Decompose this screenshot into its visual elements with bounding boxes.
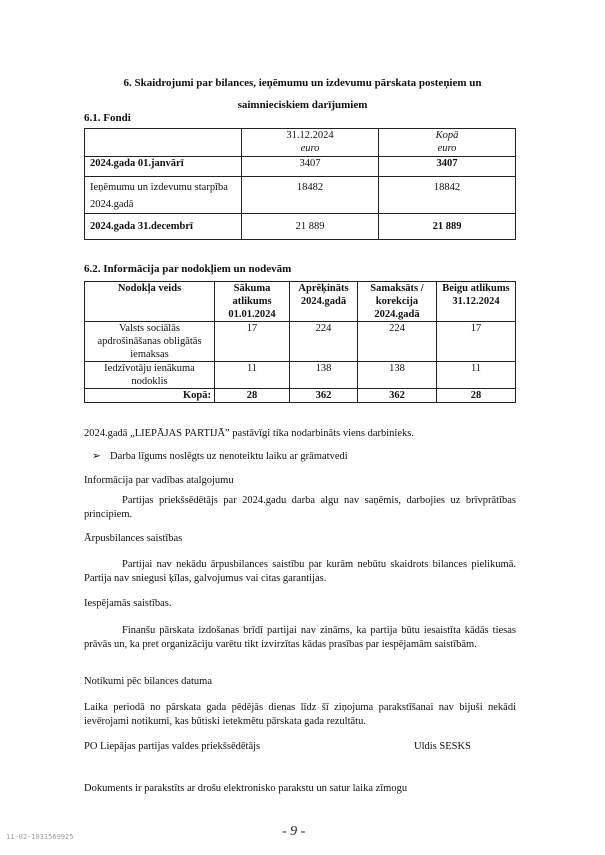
fondi-row-label: 2024.gada 31.decembrī (85, 214, 242, 240)
bullet-arrow-icon: ➢ (92, 451, 101, 462)
fondi-table (84, 128, 516, 240)
tax-total-cell: 28 (437, 389, 516, 403)
heading-line-1: 6. Skaidrojumi par bilances, ieņēmumu un izdevumu pārskata posteņiem un (123, 77, 482, 89)
tax-header-row (85, 282, 516, 322)
section-6-2-title: 6.2. Informācija par nodokļiem un nodevām (84, 263, 292, 275)
tax-cell: 17 (215, 322, 290, 362)
table-row (85, 214, 516, 240)
tax-row-label: Valsts sociālās apdrošināšanas obligātās iemaksas (85, 322, 215, 362)
fondi-col2-label: Kopā (435, 130, 459, 141)
tax-total-cell: 362 (358, 389, 437, 403)
fondi-row-label: Ieņēmumu un izdevumu starpība 2024.gadā (85, 177, 242, 214)
tax-cell: 17 (437, 322, 516, 362)
tax-total-cell: 362 (290, 389, 358, 403)
fondi-header-col1 (242, 129, 379, 157)
table-row (85, 157, 516, 177)
fondi-col1-label: 31.12.2024 (286, 130, 334, 141)
tax-table (84, 281, 516, 403)
remuneration-body: Partijas priekšsēdētājs par 2024.gadu darba algu nav saņēmis, darbojies uz brīvprātības principiem. (84, 495, 516, 520)
tax-row-label: Iedzīvotāju ienākuma nodoklis (85, 362, 215, 389)
tax-header-cell: Aprēķināts 2024.gadā (290, 282, 358, 322)
tax-total-cell: 28 (215, 389, 290, 403)
tax-header-cell: Nodokļa veids (85, 282, 215, 322)
page-number: - 9 - (282, 824, 306, 839)
events-body: Laika periodā no pārskata gada pēdējās dienas līdz šī ziņojuma parakstīšanai nav bijuši nekādi ievērojami notikumi, kas būtiski ietekmētu pārskata gada rezultātu. (84, 702, 516, 727)
tax-header-cell: Sākuma atlikums 01.01.2024 (215, 282, 290, 322)
fondi-cell: 3407 (379, 157, 516, 177)
fondi-col2-unit: euro (437, 143, 457, 154)
fondi-row-label: 2024.gada 01.janvārī (85, 157, 242, 177)
events-title: Notikumi pēc bilances datuma (84, 676, 213, 687)
tax-total-row (85, 389, 516, 403)
off-balance-body: Partijai nav nekādu ārpusbilances saistību par kurām nebūtu skaidrots bilances pielikumā. Partija nav sniegusi ķīlas, galvojumus vai citas garantijas. (84, 559, 516, 584)
table-row (85, 177, 516, 214)
tax-cell: 138 (358, 362, 437, 389)
tax-cell: 11 (215, 362, 290, 389)
fondi-header-row (85, 129, 516, 157)
employee-note: 2024.gadā „LIEPĀJAS PARTIJĀ” pastāvīgi tika nodarbināts viens darbinieks. (84, 428, 414, 439)
contingent-body: Finanšu pārskata izdošanas brīdī partijai nav zināms, ka partija būtu iesaistīta kādās tiesas prāvās un, ka pret organizāciju varētu tikt izvirzītas kādas prasības par iespējamām saistībām. (84, 625, 516, 650)
signatory-name: Uldis SESKS (414, 741, 471, 752)
fondi-cell: 3407 (242, 157, 379, 177)
fondi-col1-unit: euro (300, 143, 320, 154)
fondi-cell: 18842 (379, 177, 516, 214)
remuneration-title: Informācija par vadības atalgojumu (84, 475, 234, 486)
fondi-header-col2 (379, 129, 516, 157)
contingent-title: Iespējamās saistības. (84, 598, 172, 609)
tax-cell: 224 (358, 322, 437, 362)
e-signature-note: Dokuments ir parakstīts ar drošu elektronisko parakstu un satur laika zīmogu (84, 783, 408, 794)
tax-cell: 224 (290, 322, 358, 362)
section-heading (90, 72, 515, 116)
bullet-text: Darba līgums noslēgts uz nenoteiktu laiku ar grāmatvedi (110, 451, 348, 462)
signatory-role: PO Liepājas partijas valdes priekšsēdētājs (84, 741, 261, 752)
off-balance-title: Ārpusbilances saistības (84, 533, 183, 544)
table-row (85, 362, 516, 389)
table-row (85, 322, 516, 362)
heading-line-2: saimnieciskiem darījumiem (237, 99, 368, 111)
fondi-header-empty (85, 129, 242, 157)
tax-header-cell: Samaksāts / korekcija 2024.gadā (358, 282, 437, 322)
fondi-cell: 21 889 (242, 214, 379, 240)
tax-total-label: Kopā: (85, 389, 215, 403)
fondi-cell: 18482 (242, 177, 379, 214)
tax-header-cell: Beigu atlikums 31.12.2024 (437, 282, 516, 322)
section-6-1-title: 6.1. Fondi (84, 112, 131, 124)
document-id-stamp: 11-02-1031569925 (6, 833, 74, 841)
tax-cell: 138 (290, 362, 358, 389)
tax-cell: 11 (437, 362, 516, 389)
fondi-cell: 21 889 (379, 214, 516, 240)
